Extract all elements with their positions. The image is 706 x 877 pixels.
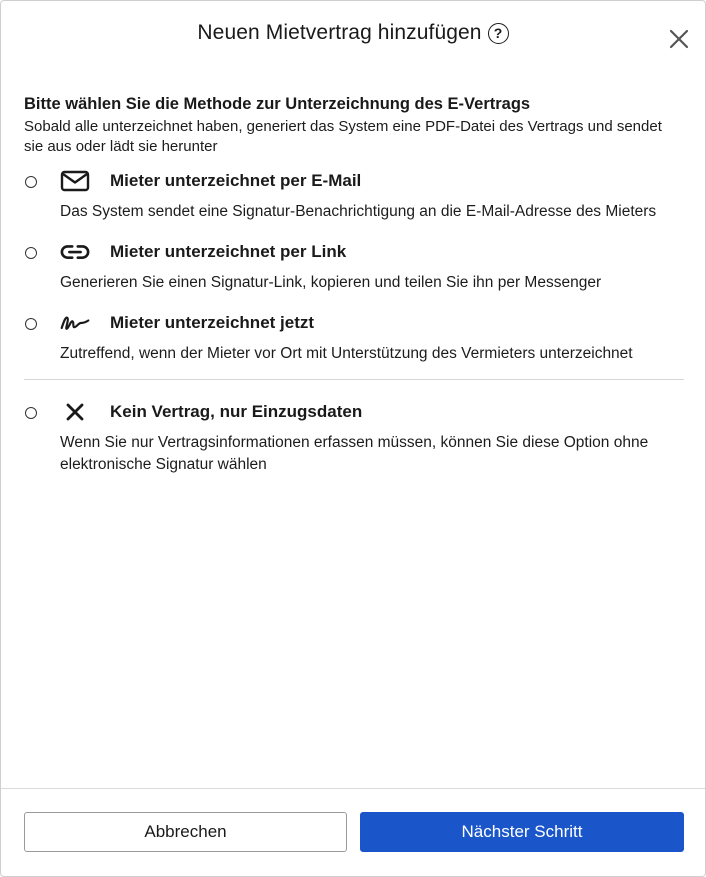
dialog-content [24, 93, 684, 473]
radio-email[interactable] [25, 176, 37, 188]
link-icon [60, 240, 90, 264]
option-no-contract-title: Kein Vertrag, nur Einzugsdaten [110, 402, 363, 421]
cancel-button[interactable]: Abbrechen [24, 812, 347, 852]
dialog-title: Neuen Mietvertrag hinzufügen [197, 21, 482, 44]
radio-no-contract[interactable] [25, 407, 37, 419]
option-email-title: Mieter unterzeichnet per E-Mail [110, 171, 362, 190]
option-email-description: Das System sendet eine Signatur-Benachrichtigung an die E-Mail-Adresse des Mieters [60, 203, 657, 220]
option-sign-now-title: Mieter unterzeichnet jetzt [110, 313, 315, 332]
options-divider [24, 379, 684, 380]
x-icon [60, 400, 90, 424]
option-link-title: Mieter unterzeichnet per Link [110, 242, 347, 261]
footer-divider [1, 788, 705, 789]
help-icon[interactable]: ? [488, 23, 509, 44]
close-icon [669, 29, 689, 49]
option-no-contract-description: Wenn Sie nur Vertragsinformationen erfassen müssen, können Sie diese Option ohne elektronische Signatur wählen [60, 434, 649, 473]
option-link-description: Generieren Sie einen Signatur-Link, kopieren und teilen Sie ihn per Messenger [60, 274, 602, 291]
next-step-button[interactable]: Nächster Schritt [360, 812, 684, 852]
option-sign-now-description: Zutreffend, wenn der Mieter vor Ort mit Unterstützung des Vermieters unterzeichnet [60, 345, 633, 362]
title-row [1, 21, 705, 45]
radio-link[interactable] [25, 247, 37, 259]
mail-icon [60, 169, 90, 193]
dialog-header [1, 1, 705, 71]
section-heading: Bitte wählen Sie die Methode zur Unterzeichnung des E-Vertrags [24, 95, 531, 113]
close-button[interactable] [667, 27, 691, 51]
signature-icon [60, 311, 90, 335]
radio-sign-now[interactable] [25, 318, 37, 330]
section-intro: Sobald alle unterzeichnet haben, generiert das System eine PDF-Datei des Vertrags und sendet sie aus oder lädt sie herunter [24, 118, 662, 155]
